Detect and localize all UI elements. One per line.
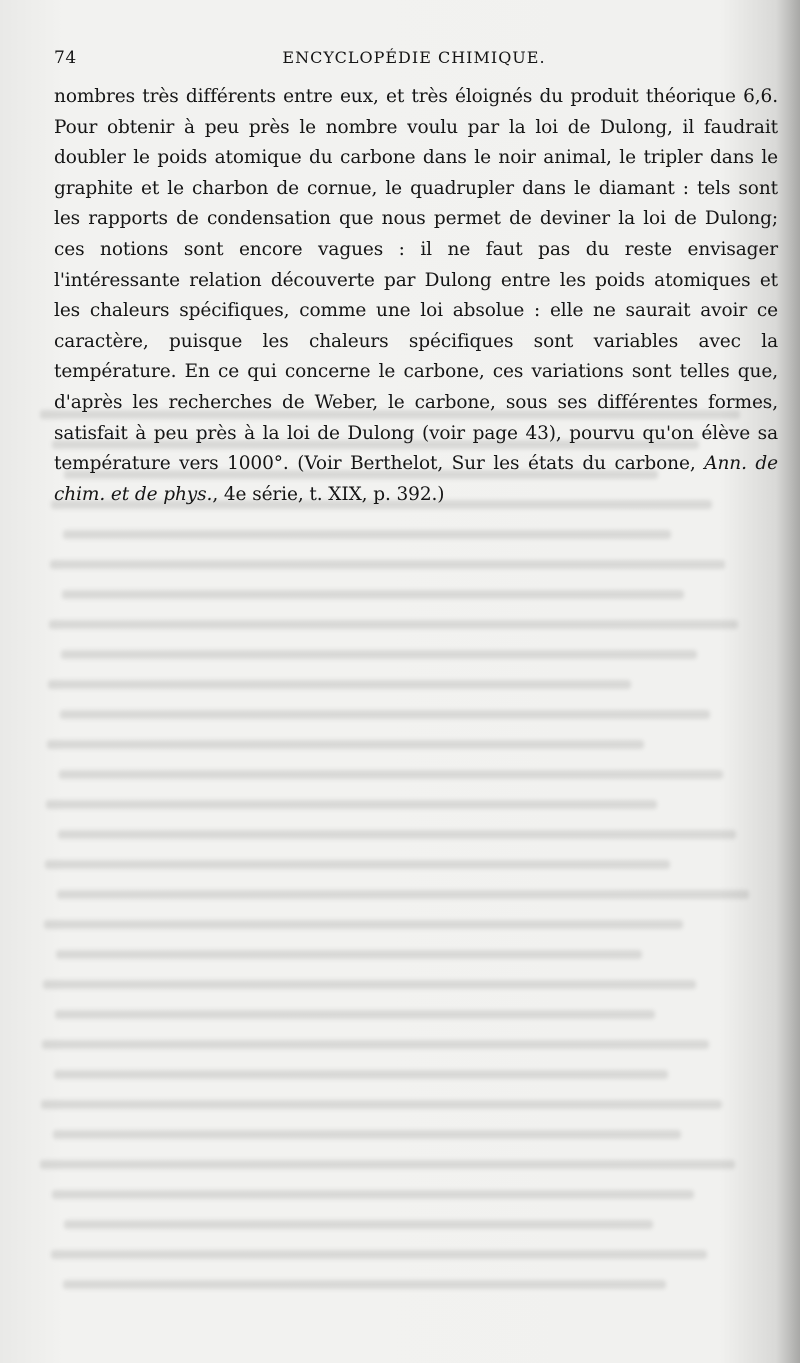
page-number: 74 xyxy=(54,48,77,68)
show-through-line xyxy=(57,890,749,899)
show-through-line xyxy=(51,1250,707,1259)
show-through-line xyxy=(61,650,697,659)
running-title: ENCYCLOPÉDIE CHIMIQUE. xyxy=(282,48,546,67)
paragraph-text: nombres très différents entre eux, et très éloignés du produit théorique 6,6. Pour obtenir à peu près le nombre voulu par la loi de Dulong, il faudrait doubler le poids atomique du carbone dans le noir animal, le tripler dans le graphite et le charbon de cornue, le quadrupler dans le diamant : tels sont les rapports de condensation que nous permet de deviner la loi de Dulong; ces notions sont encore vagues : il ne faut pas du reste envisager l'intéressante relation découverte par Dulong entre les poids atomiques et les chaleurs spécifiques, comme une loi absolue : elle ne saurait avoir ce caractère, puisque les chaleurs spécifiques sont variables avec la température. En ce qui concerne le carbone, ces variations sont telles que, d'après les recherches de Weber, le carbone, sous ses différentes formes, satisfait à peu près à la loi de Dulong (voir page 43), pourvu qu'on élève sa température vers 1000°. (Voir Berthelot, Sur les états du carbone, xyxy=(54,86,778,475)
show-through-line xyxy=(49,620,738,629)
show-through-line xyxy=(45,860,670,869)
show-through-line xyxy=(58,830,736,839)
show-through-line xyxy=(62,590,684,599)
show-through-line xyxy=(63,530,671,539)
show-through-line xyxy=(60,710,710,719)
show-through-line xyxy=(46,800,657,809)
show-through-line xyxy=(48,680,631,689)
show-through-line xyxy=(53,1130,681,1139)
show-through-line xyxy=(50,560,725,569)
show-through-line xyxy=(43,980,696,989)
show-through-line xyxy=(55,1010,655,1019)
show-through-line xyxy=(56,950,642,959)
show-through-line xyxy=(44,920,683,929)
show-through-background xyxy=(0,390,800,1363)
show-through-line xyxy=(64,1220,653,1229)
show-through-line xyxy=(63,1280,666,1289)
journal-citation: Ann. de chim. et de phys. xyxy=(54,453,779,505)
show-through-line xyxy=(54,1070,668,1079)
show-through-line xyxy=(59,770,723,779)
body-paragraph xyxy=(54,82,778,510)
citation-details: , 4e série, t. XIX, p. 392.) xyxy=(212,483,445,505)
show-through-line xyxy=(42,1040,709,1049)
show-through-line xyxy=(52,1190,694,1199)
show-through-line xyxy=(41,1100,722,1109)
page-header xyxy=(54,48,774,74)
show-through-line xyxy=(40,1160,735,1169)
show-through-line xyxy=(47,740,644,749)
